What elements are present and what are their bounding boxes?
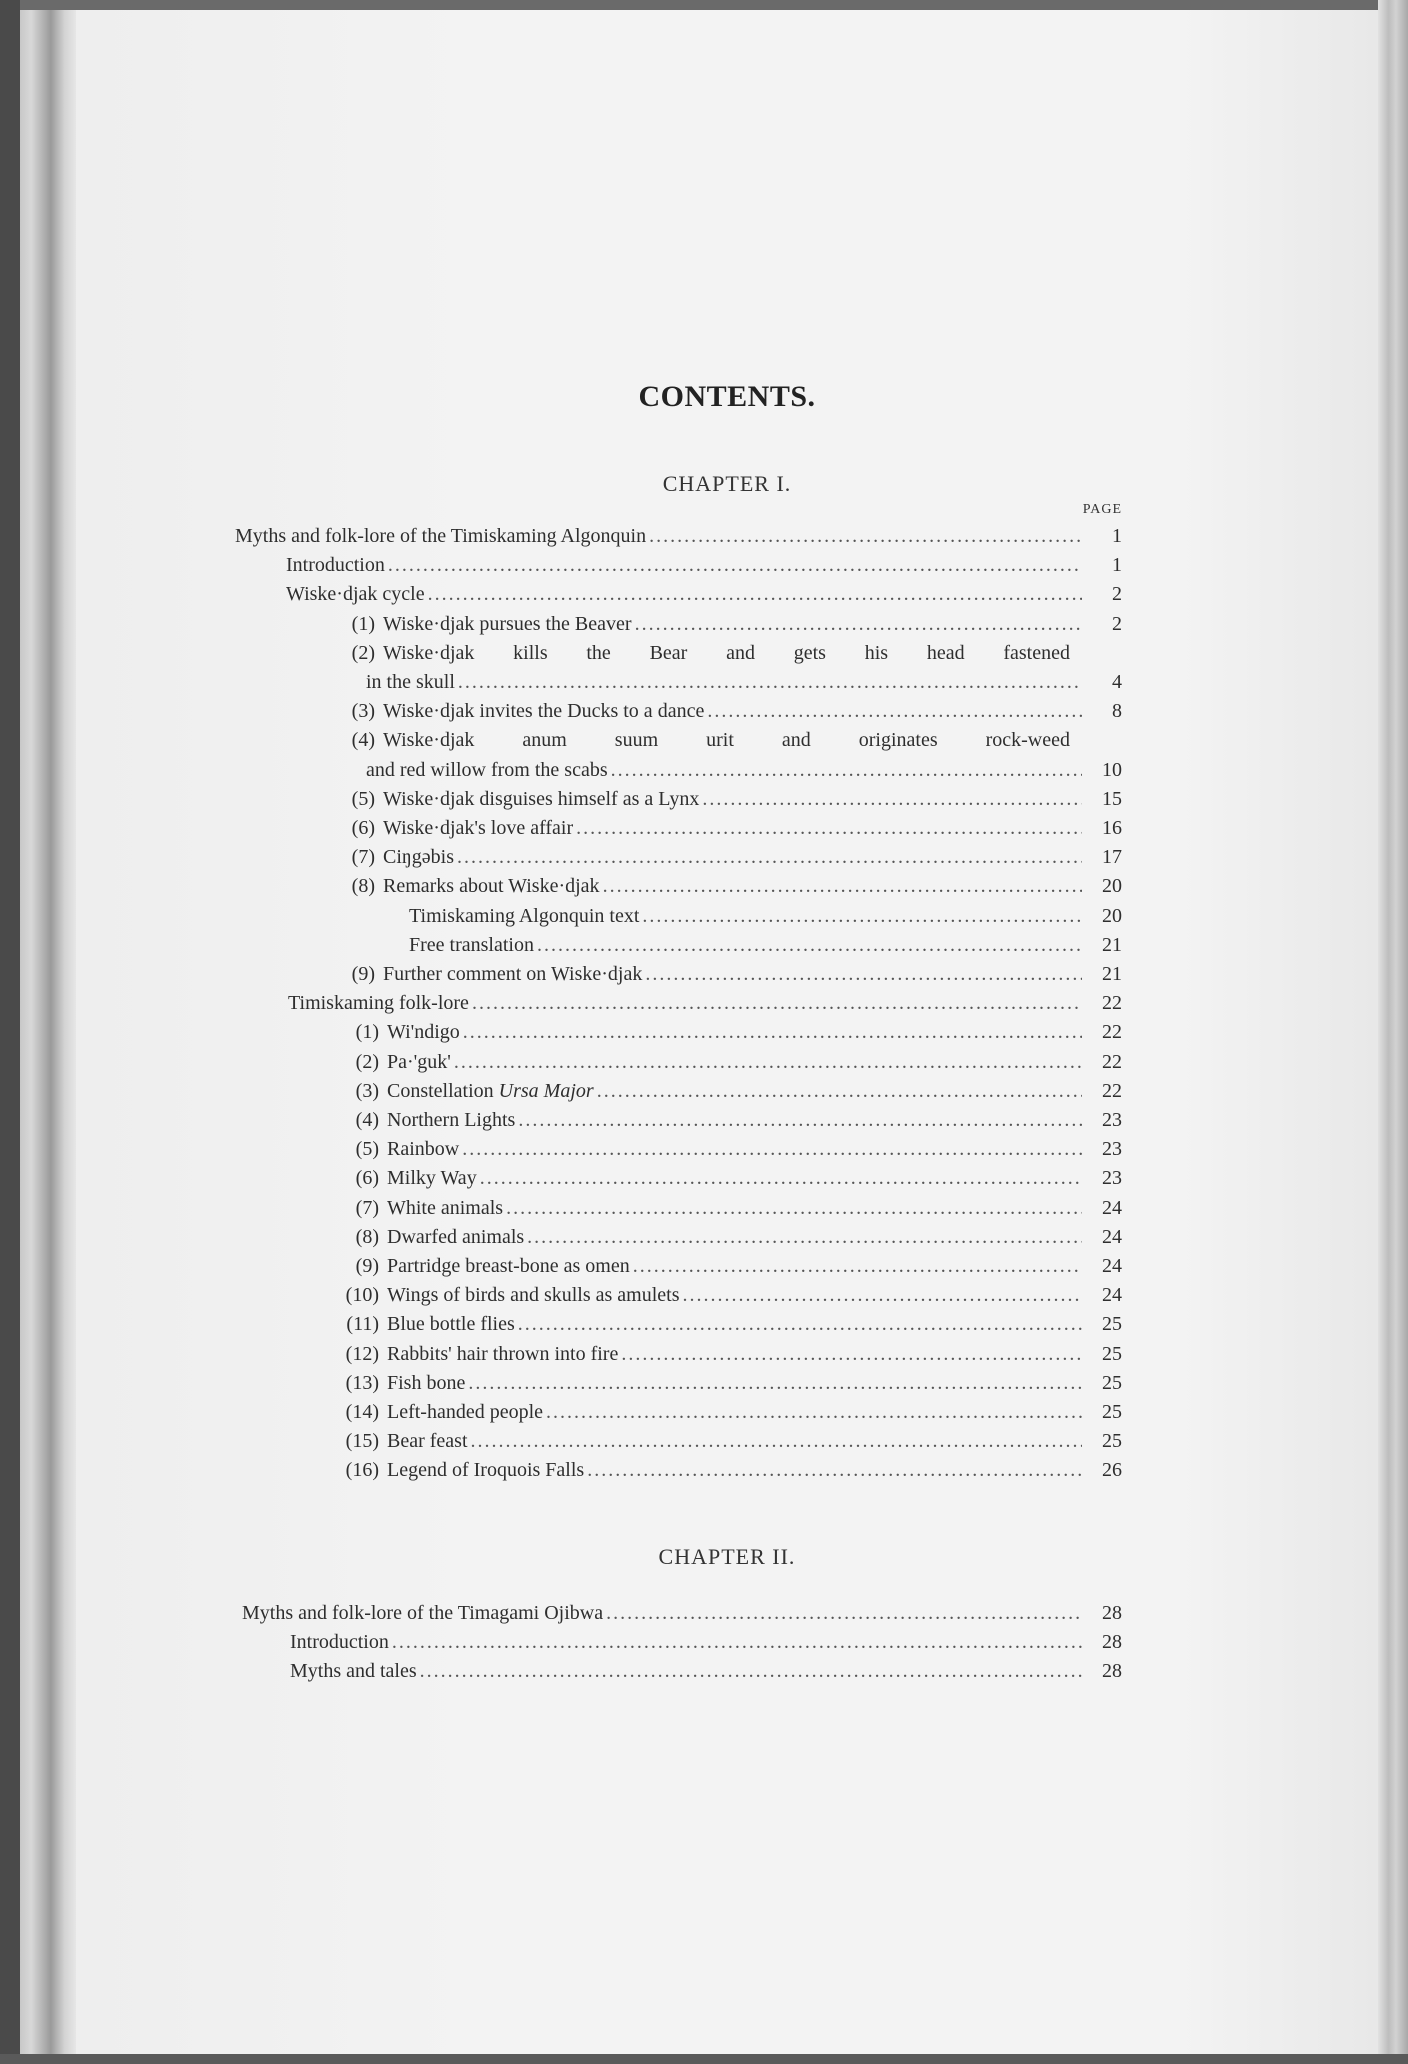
toc-entry-number: (4)	[351, 729, 375, 752]
leader-dots	[642, 905, 1082, 928]
toc-entry	[341, 1313, 1122, 1341]
toc-entry-title: Myths and tales	[290, 1660, 417, 1683]
toc-entry-page: 2	[1112, 583, 1122, 606]
leader-dots	[603, 875, 1082, 898]
leader-dots	[537, 934, 1082, 957]
toc-entry-continuation	[366, 671, 1122, 699]
toc-entry	[290, 1660, 1122, 1688]
page-stack-edge	[1378, 0, 1408, 2064]
scan-border-bottom	[0, 2054, 1408, 2064]
toc-entry	[341, 1459, 1122, 1487]
contents-title: CONTENTS.	[638, 380, 816, 413]
toc-entry-title: Remarks about Wiske·djak	[383, 875, 600, 898]
toc-entry-page: 16	[1102, 817, 1122, 839]
toc-entry	[341, 613, 1122, 641]
toc-entry-page: 20	[1102, 875, 1122, 898]
toc-entry-number: (14)	[345, 1401, 379, 1423]
toc-entry-page: 28	[1102, 1602, 1122, 1624]
toc-entry	[341, 1430, 1122, 1458]
toc-entry-page: 2	[1112, 612, 1122, 635]
toc-entry	[242, 1602, 1122, 1630]
toc-entry	[341, 875, 1122, 903]
toc-entry	[341, 1255, 1122, 1283]
toc-entry-page: 17	[1102, 846, 1122, 869]
toc-entry-number: (11)	[346, 1313, 379, 1336]
toc-entry	[409, 934, 1122, 962]
toc-entry-title: Legend of Iroquois Falls	[387, 1459, 585, 1482]
toc-entry-title: Timiskaming Algonquin text	[409, 904, 640, 927]
toc-entry	[341, 642, 1122, 670]
toc-entry	[341, 1343, 1122, 1371]
toc-entry-page: 25	[1102, 1401, 1122, 1423]
document-page	[76, 10, 1378, 2054]
toc-entry-title: Myths and folk-lore of the Timagami Ojibwa	[242, 1602, 604, 1624]
toc-entry-number: (4)	[355, 1109, 379, 1131]
leader-dots	[597, 1080, 1082, 1103]
toc-entry	[341, 700, 1122, 728]
leader-dots	[458, 671, 1082, 694]
chapter-2-heading: CHAPTER II.	[658, 1544, 796, 1569]
leader-dots	[463, 1021, 1082, 1044]
toc-entry-continuation-text: and red willow from the scabs	[366, 758, 608, 781]
toc-entry-page: 25	[1102, 1313, 1122, 1336]
toc-entry-title: Introduction	[290, 1631, 389, 1654]
toc-entry	[341, 1021, 1122, 1049]
toc-entry-page: 22	[1102, 992, 1122, 1015]
toc-entry-continuation	[366, 759, 1122, 787]
leader-dots	[707, 700, 1082, 723]
toc-entry-title: Wings of birds and skulls as amulets	[387, 1284, 680, 1307]
toc-entry-number: (13)	[345, 1371, 379, 1394]
leader-dots	[702, 788, 1082, 811]
leader-dots	[388, 554, 1082, 577]
toc-entry	[341, 1080, 1122, 1108]
leader-dots	[611, 759, 1082, 782]
toc-entry-title-italic: Ursa Major	[498, 1079, 594, 1102]
toc-entry-title: Partridge breast-bone as omen	[387, 1255, 630, 1277]
leader-dots	[576, 817, 1082, 840]
toc-entry-page: 25	[1102, 1371, 1122, 1394]
toc-entry-number: (15)	[345, 1430, 379, 1453]
leader-dots	[420, 1660, 1082, 1683]
leader-dots	[518, 1313, 1082, 1336]
page-column-label: PAGE	[1082, 502, 1122, 517]
toc-entry-title: Pa·'guk'	[387, 1050, 451, 1073]
toc-entry	[341, 963, 1122, 991]
leader-dots	[457, 846, 1082, 869]
toc-entry-page: 23	[1102, 1109, 1122, 1131]
toc-entry-page: 26	[1102, 1459, 1122, 1482]
toc-entry-number: (2)	[351, 641, 375, 664]
leader-dots	[472, 992, 1082, 1015]
toc-entry-number: (8)	[351, 875, 375, 898]
leader-dots	[606, 1602, 1082, 1625]
toc-entry	[288, 992, 1122, 1020]
toc-entry	[341, 1284, 1122, 1312]
toc-entry-page: 25	[1102, 1430, 1122, 1453]
leader-dots	[527, 1226, 1082, 1249]
toc-entry	[341, 788, 1122, 816]
toc-entry	[341, 1401, 1122, 1429]
toc-entry-page: 22	[1102, 1021, 1122, 1044]
toc-entry-page: 24	[1102, 1284, 1122, 1307]
toc-entry-title: Wiske·djak cycle	[286, 583, 425, 606]
toc-entry	[341, 1138, 1122, 1166]
toc-entry-page: 22	[1102, 1050, 1122, 1073]
toc-entry-title: Ciŋgəbis	[383, 846, 455, 869]
toc-entry-page: 24	[1102, 1255, 1122, 1277]
toc-entry-number: (9)	[351, 963, 375, 985]
toc-entry-number: (6)	[355, 1167, 379, 1190]
toc-entry-title: Constellation	[387, 1079, 494, 1102]
toc-entry-title: Fish bone	[387, 1371, 466, 1394]
toc-entry-number: (3)	[355, 1079, 379, 1102]
toc-entry-title: Timiskaming folk-lore	[288, 992, 469, 1015]
toc-entry-title: Wiske·djak pursues the Beaver	[383, 612, 632, 635]
toc-entry-number: (2)	[355, 1050, 379, 1073]
toc-entry	[341, 729, 1122, 757]
toc-entry-title: Milky Way	[387, 1167, 477, 1190]
toc-entry	[286, 554, 1122, 582]
toc-entry	[341, 1372, 1122, 1400]
toc-entry	[290, 1631, 1122, 1659]
toc-entry-title: Introduction	[286, 554, 385, 577]
toc-entry-title: Dwarfed animals	[387, 1225, 525, 1248]
toc-entry-title: Northern Lights	[387, 1109, 516, 1131]
toc-entry-number: (16)	[345, 1459, 379, 1482]
leader-dots	[518, 1109, 1082, 1132]
toc-entry-title: Further comment on Wiske·djak	[383, 963, 643, 985]
toc-entry-page: 21	[1102, 963, 1122, 985]
toc-entry-title: Free translation	[409, 933, 534, 956]
toc-entry	[409, 905, 1122, 933]
toc-entry-title: Rabbits' hair thrown into fire	[387, 1342, 619, 1365]
toc-entry-continuation-text: in the skull	[366, 671, 455, 693]
leader-dots	[633, 1255, 1082, 1278]
toc-entry	[341, 1197, 1122, 1225]
toc-entry-page: 1	[1112, 554, 1122, 577]
leader-dots	[454, 1051, 1082, 1074]
toc-entry	[286, 583, 1122, 611]
book-binding-edge	[20, 10, 76, 2064]
toc-entry-title: Wiske·djak invites the Ducks to a dance	[383, 700, 705, 723]
toc-entry-number: (7)	[355, 1196, 379, 1219]
toc-entry-title: Wi'ndigo	[387, 1021, 460, 1044]
leader-dots	[635, 613, 1082, 636]
leader-dots	[392, 1631, 1082, 1654]
leader-dots	[428, 583, 1082, 606]
toc-entry-page: 23	[1102, 1167, 1122, 1190]
toc-entry-title: Wiske·djak anum suum urit and originates rock-weed	[383, 729, 1070, 752]
toc-entry-page: 24	[1102, 1196, 1122, 1219]
toc-entry-title: Wiske·djak kills the Bear and gets his head fastened	[383, 641, 1070, 664]
toc-entry	[341, 1109, 1122, 1137]
toc-entry-title: Blue bottle flies	[387, 1313, 515, 1336]
leader-dots	[462, 1138, 1082, 1161]
toc-entry-title: Wiske·djak disguises himself as a Lynx	[383, 787, 700, 810]
toc-entry-number: (6)	[351, 817, 375, 839]
leader-dots	[506, 1197, 1082, 1220]
toc-entry-number: (1)	[355, 1021, 379, 1044]
toc-entry-title: White animals	[387, 1196, 504, 1219]
toc-entry	[341, 1167, 1122, 1195]
leader-dots	[649, 525, 1082, 548]
leader-dots	[546, 1401, 1082, 1424]
toc-entry-page: 10	[1102, 758, 1122, 781]
toc-entry-page: 20	[1102, 904, 1122, 927]
toc-entry-title: Wiske·djak's love affair	[383, 817, 574, 839]
toc-entry-number: (5)	[355, 1138, 379, 1161]
toc-entry-number: (5)	[351, 787, 375, 810]
toc-entry	[341, 1051, 1122, 1079]
toc-entry-page: 4	[1112, 671, 1122, 693]
toc-entry-number: (1)	[351, 612, 375, 635]
toc-entry-page: 22	[1102, 1079, 1122, 1102]
toc-entry	[341, 846, 1122, 874]
toc-entry-page: 8	[1112, 700, 1122, 723]
leader-dots	[645, 963, 1082, 986]
toc-entry-title: Bear feast	[387, 1430, 468, 1453]
leader-dots	[683, 1284, 1083, 1307]
toc-entry-number: (8)	[355, 1225, 379, 1248]
toc-entry-page: 25	[1102, 1342, 1122, 1365]
toc-entry-number: (10)	[345, 1284, 379, 1307]
toc-entry-number: (9)	[355, 1255, 379, 1277]
leader-dots	[468, 1372, 1082, 1395]
toc-entry-number: (7)	[351, 846, 375, 869]
leader-dots	[587, 1459, 1082, 1482]
toc-entry-title: Rainbow	[387, 1138, 460, 1161]
toc-entry-page: 28	[1102, 1660, 1122, 1683]
chapter-1-heading: CHAPTER I.	[662, 471, 792, 496]
scan-border-left	[0, 0, 20, 2064]
toc-entry-page: 15	[1102, 787, 1122, 810]
toc-entry-page: 1	[1112, 525, 1122, 547]
toc-entry	[341, 817, 1122, 845]
toc-entry-page: 21	[1102, 933, 1122, 956]
toc-entry	[341, 1226, 1122, 1254]
leader-dots	[471, 1430, 1082, 1453]
toc-entry-page: 28	[1102, 1631, 1122, 1654]
toc-entry-number: (12)	[345, 1342, 379, 1365]
toc-entry-number: (3)	[351, 700, 375, 723]
toc-entry-page: 24	[1102, 1225, 1122, 1248]
toc-entry-title: Myths and folk-lore of the Timiskaming Algonquin	[235, 525, 647, 547]
leader-dots	[621, 1343, 1082, 1366]
toc-entry-page: 23	[1102, 1138, 1122, 1161]
toc-entry-title: Left-handed people	[387, 1401, 544, 1423]
toc-entry	[235, 525, 1122, 553]
leader-dots	[480, 1167, 1082, 1190]
scan-border-top	[0, 0, 1408, 10]
